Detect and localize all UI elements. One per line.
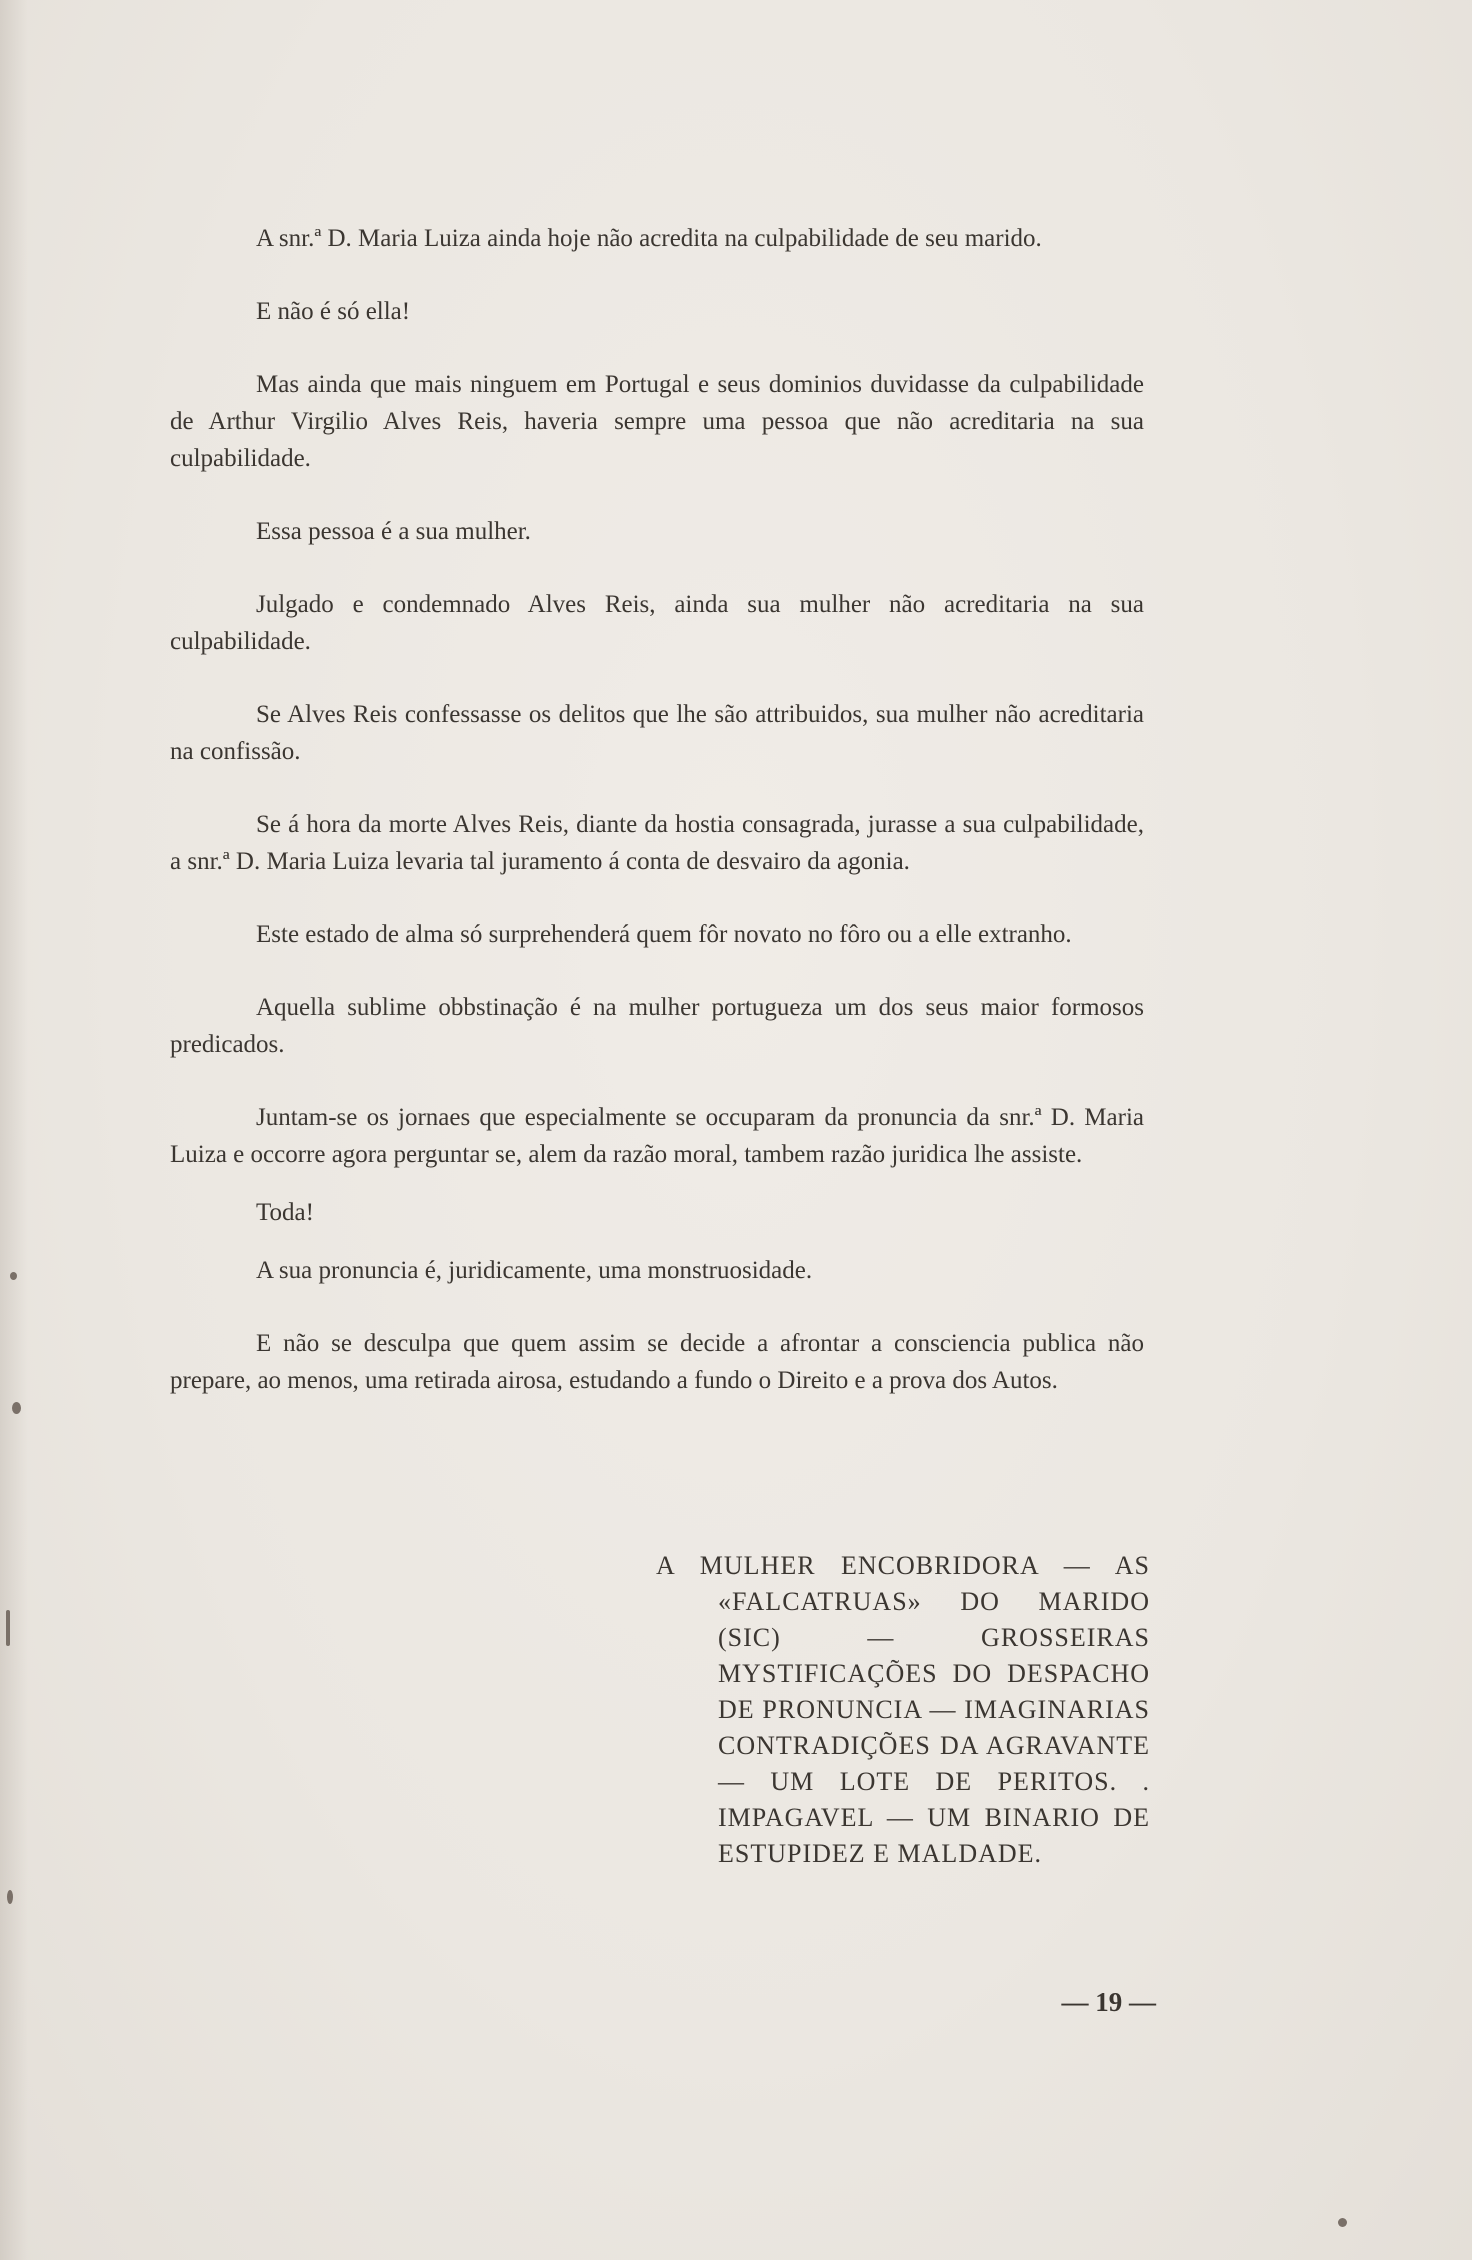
paragraph-1: A snr.ª D. Maria Luiza ainda hoje não acredita na culpabilidade de seu marido. [256, 225, 1042, 252]
paper-speck [12, 1402, 21, 1414]
paragraph-12: A sua pronuncia é, juridicamente, uma monstruosidade. [256, 1257, 813, 1284]
paragraph-3: Mas ainda que mais ninguem em Portugal e seus dominios duvidasse da culpabilidade de Arthur Virgilio Alves Reis, haveria sempre uma pessoa que não acreditaria na sua culpabilidade. [170, 371, 1144, 472]
paragraph-2: E não é só ella! [256, 298, 411, 325]
page-number: — 19 — [1061, 1987, 1156, 2017]
page-edge-shadow [0, 0, 28, 2260]
paragraph-9: Aquella sublime obbstinação é na mulher portugueza um dos seus maior formosos predicados. [170, 994, 1144, 1058]
paragraph-13: E não se desculpa que quem assim se decide a afrontar a consciencia publica não prepare, ao menos, uma retirada airosa, estudando a fundo o Direito e a prova dos Autos. [170, 1330, 1144, 1394]
paper-speck [10, 1272, 17, 1280]
paragraph-6: Se Alves Reis confessasse os delitos que lhe são attribuidos, sua mulher não acreditaria na confissão. [170, 701, 1144, 765]
paragraph-7: Se á hora da morte Alves Reis, diante da hostia consagrada, jurasse a sua culpabilidade, a snr.ª D. Maria Luiza levaria tal juramento á conta de desvairo da agonia. [170, 811, 1144, 875]
paragraph-8: Este estado de alma só surprehenderá quem fôr novato no fôro ou a elle extranho. [256, 921, 1072, 948]
paper-speck [7, 1890, 13, 1904]
paragraph-10: Juntam-se os jornaes que especialmente se occuparam da pronuncia da snr.ª D. Maria Luiza e occorre agora perguntar se, alem da razão moral, tambem razão juridica lhe assiste. [170, 1104, 1144, 1168]
paragraph-4: Essa pessoa é a sua mulher. [256, 518, 531, 545]
paper-speck [1338, 2218, 1347, 2227]
body-text [170, 220, 1144, 1435]
paragraph-5: Julgado e condemnado Alves Reis, ainda sua mulher não acreditaria na sua culpabilidade. [170, 591, 1144, 655]
paragraph-11: Toda! [256, 1199, 314, 1226]
section-heading: A MULHER ENCOBRIDORA — AS «FALCATRUAS» DO MARIDO (SIC) — GROSSEIRAS MYSTIFICAÇÕES DO DESPACHO DE PRONUNCIA — IMAGINARIAS CONTRADIÇÕES DA AGRAVANTE — UM LOTE DE PERITOS. . IMPAGAVEL — UM BINARIO DE ESTUPIDEZ E MALDADE. [656, 1551, 1150, 1868]
paper-speck [6, 1610, 10, 1646]
